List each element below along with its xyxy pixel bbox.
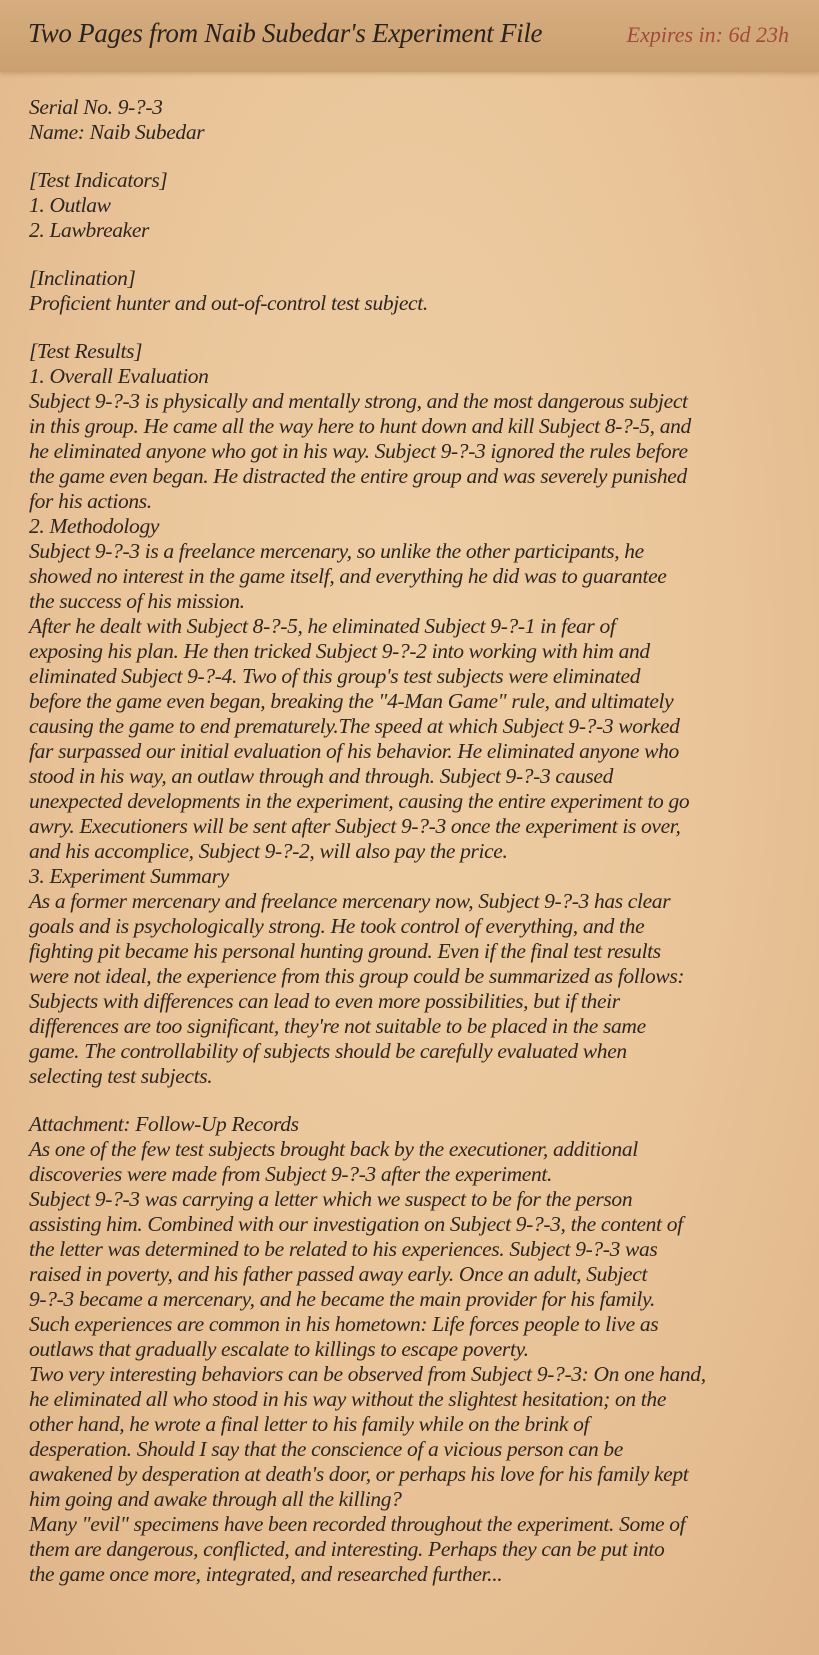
- text-line: 2. Lawbreaker: [29, 218, 150, 242]
- text-line: Subjects with differences can lead to even more possibilities, but if their: [29, 989, 620, 1013]
- text-line: Attachment: Follow-Up Records: [29, 1112, 299, 1136]
- text-line: goals and is psychologically strong. He took control of everything, and the: [29, 914, 645, 938]
- text-line: 3. Experiment Summary: [29, 864, 229, 888]
- text-line: him going and awake through all the killing?: [29, 1487, 402, 1511]
- text-line: eliminated Subject 9-?-4. Two of this group's test subjects were eliminated: [29, 664, 641, 688]
- text-line: in this group. He came all the way here to hunt down and kill Subject 8-?-5, and: [29, 414, 691, 438]
- text-line: Proficient hunter and out-of-control test subject.: [29, 291, 428, 315]
- text-line: selecting test subjects.: [29, 1064, 213, 1088]
- section-spacer: [29, 316, 809, 339]
- text-line: 1. Outlaw: [29, 193, 111, 217]
- text-line: Subject 9-?-3 was carrying a letter which we suspect to be for the person: [29, 1187, 633, 1211]
- text-line: Name: Naib Subedar: [29, 120, 205, 144]
- document-body[interactable]: [29, 95, 809, 1587]
- text-line: After he dealt with Subject 8-?-5, he eliminated Subject 9-?-1 in fear of: [29, 614, 616, 638]
- text-line: other hand, he wrote a final letter to his family while on the brink of: [29, 1412, 590, 1436]
- text-line: the game once more, integrated, and researched further...: [29, 1562, 503, 1586]
- section-spacer: [29, 243, 809, 266]
- text-line: exposing his plan. He then tricked Subject 9-?-2 into working with him and: [29, 639, 650, 663]
- text-line: game. The controllability of subjects should be carefully evaluated when: [29, 1039, 627, 1063]
- page-title: Two Pages from Naib Subedar's Experiment File: [28, 18, 543, 48]
- text-line: awry. Executioners will be sent after Subject 9-?-3 once the experiment is over,: [29, 814, 681, 838]
- text-line: outlaws that gradually escalate to killings to escape poverty.: [29, 1337, 529, 1361]
- text-line: As a former mercenary and freelance mercenary now, Subject 9-?-3 has clear: [29, 889, 671, 913]
- text-line: assisting him. Combined with our investigation on Subject 9-?-3, the content of: [29, 1212, 683, 1236]
- document-section: [29, 339, 809, 1089]
- text-line: As one of the few test subjects brought back by the executioner, additional: [29, 1137, 638, 1161]
- document-section: [29, 1112, 809, 1587]
- text-line: far surpassed our initial evaluation of his behavior. He eliminated anyone who: [29, 739, 679, 763]
- text-line: desperation. Should I say that the conscience of a vicious person can be: [29, 1437, 623, 1461]
- text-line: [Test Results]: [29, 339, 143, 363]
- header-bar: [0, 0, 819, 72]
- text-line: the game even began. He distracted the entire group and was severely punished: [29, 464, 687, 488]
- text-line: causing the game to end prematurely.The speed at which Subject 9-?-3 worked: [29, 714, 680, 738]
- text-line: Many "evil" specimens have been recorded throughout the experiment. Some of: [29, 1512, 686, 1536]
- text-line: discoveries were made from Subject 9-?-3 after the experiment.: [29, 1162, 553, 1186]
- text-line: showed no interest in the game itself, and everything he did was to guarantee: [29, 564, 667, 588]
- text-line: [Inclination]: [29, 266, 136, 290]
- text-line: differences are too significant, they're not suitable to be placed in the same: [29, 1014, 646, 1038]
- text-line: 1. Overall Evaluation: [29, 364, 209, 388]
- text-line: Subject 9-?-3 is physically and mentally strong, and the most dangerous subject: [29, 389, 688, 413]
- text-line: unexpected developments in the experiment, causing the entire experiment to go: [29, 789, 690, 813]
- text-line: [Test Indicators]: [29, 168, 168, 192]
- text-line: raised in poverty, and his father passed away early. Once an adult, Subject: [29, 1262, 648, 1286]
- text-line: were not ideal, the experience from this group could be summarized as follows:: [29, 964, 685, 988]
- text-line: he eliminated anyone who got in his way. Subject 9-?-3 ignored the rules before: [29, 439, 688, 463]
- expiry-timer: Expires in: 6d 23h: [626, 22, 789, 47]
- text-line: the success of his mission.: [29, 589, 245, 613]
- text-line: before the game even began, breaking the "4-Man Game" rule, and ultimately: [29, 689, 674, 713]
- document-section: [29, 95, 809, 145]
- section-spacer: [29, 145, 809, 168]
- document-section: [29, 266, 809, 316]
- text-line: fighting pit became his personal hunting ground. Even if the final test results: [29, 939, 661, 963]
- text-line: Such experiences are common in his hometown: Life forces people to live as: [29, 1312, 659, 1336]
- section-spacer: [29, 1089, 809, 1112]
- text-line: 2. Methodology: [29, 514, 160, 538]
- text-line: Two very interesting behaviors can be observed from Subject 9-?-3: On one hand,: [29, 1362, 706, 1386]
- text-line: them are dangerous, conflicted, and interesting. Perhaps they can be put into: [29, 1537, 665, 1561]
- text-line: awakened by desperation at death's door, or perhaps his love for his family kept: [29, 1462, 689, 1486]
- text-line: he eliminated all who stood in his way without the slightest hesitation; on the: [29, 1387, 667, 1411]
- text-line: Subject 9-?-3 is a freelance mercenary, so unlike the other participants, he: [29, 539, 644, 563]
- text-line: 9-?-3 became a mercenary, and he became the main provider for his family.: [29, 1287, 656, 1311]
- text-line: the letter was determined to be related to his experiences. Subject 9-?-3 was: [29, 1237, 658, 1261]
- text-line: and his accomplice, Subject 9-?-2, will also pay the price.: [29, 839, 508, 863]
- text-line: stood in his way, an outlaw through and through. Subject 9-?-3 caused: [29, 764, 614, 788]
- text-line: for his actions.: [29, 489, 152, 513]
- document-section: [29, 168, 809, 243]
- text-line: Serial No. 9-?-3: [29, 95, 163, 119]
